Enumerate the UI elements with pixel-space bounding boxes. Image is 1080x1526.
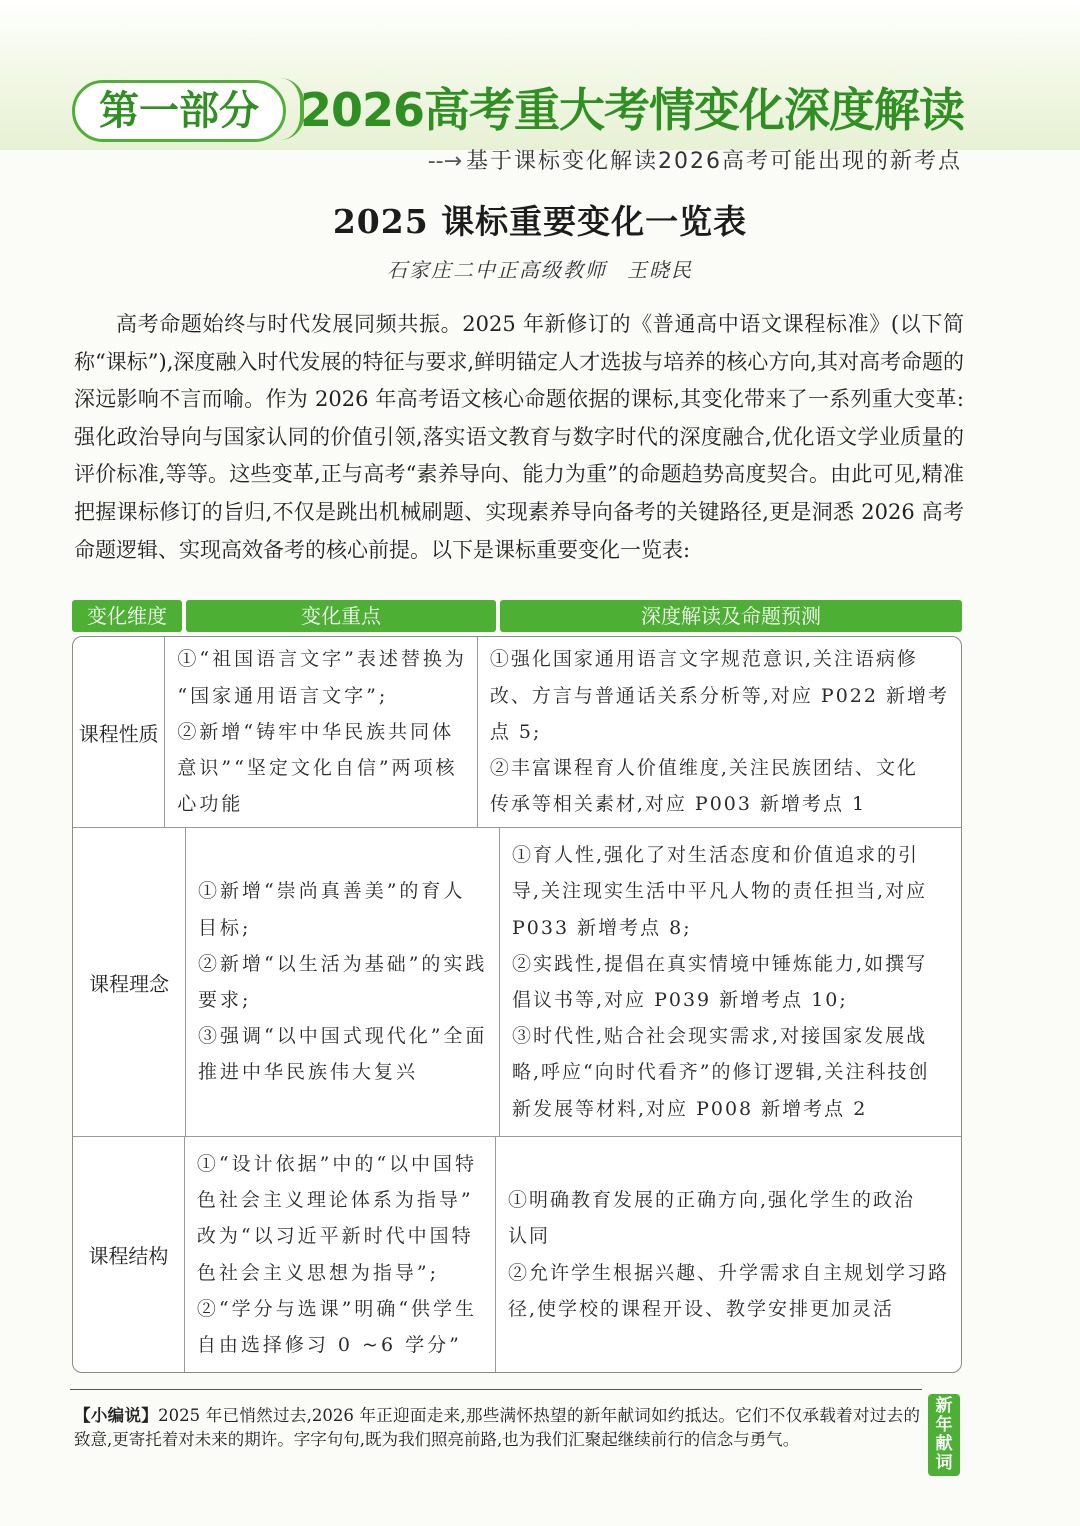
author-name: 王晓民 <box>627 258 693 282</box>
focus-line: 要求; <box>198 989 252 1011</box>
analysis-line: 导,关注现实生活中平凡人物的责任担当,对应 <box>512 880 928 903</box>
focus-line: ②新增“铸牢中华民族共同体 <box>177 720 455 743</box>
side-tab-char: 献 <box>935 1434 953 1454</box>
cell-dimension: 课程性质 <box>73 637 165 827</box>
focus-line: ②新增“以生活为基础”的实践 <box>198 952 488 975</box>
article-title: 2025 课标重要变化一览表 <box>332 202 748 241</box>
analysis-line: ②实践性,提倡在真实情境中锤炼能力,如撰写 <box>512 952 928 975</box>
cell-dimension: 课程理念 <box>73 828 186 1136</box>
author-line <box>0 254 1080 283</box>
focus-line: “国家通用语言文字”; <box>177 684 389 707</box>
analysis-line: ③时代性,贴合社会现实需求,对接国家发展战 <box>512 1025 928 1048</box>
subtitle-text: 基于课标变化解读2026高考可能出现的新考点 <box>466 149 962 174</box>
cell-analysis <box>500 828 961 1136</box>
analysis-line: 点 5; <box>489 720 542 743</box>
focus-line: ②“学分与选课”明确“供学生 <box>196 1297 478 1320</box>
analysis-line: 新发展等材料,对应 P008 新增考点 2 <box>512 1097 868 1120</box>
table-header <box>72 600 962 632</box>
table-row <box>73 827 961 1136</box>
main-title: 2026高考重大考情变化深度解读 <box>300 83 965 137</box>
side-tab-char: 新 <box>935 1396 953 1416</box>
footer-divider <box>70 1389 922 1390</box>
intro-paragraph: 高考命题始终与时代发展同频共振。2025 年新修订的《普通高中语文课程标准》(以下简称“课标”),深度融入时代发展的特征与要求,鲜明锚定人才选拔与培养的核心方向,其对高考命题的深远影响不言而喻。作为 2026 年高考语文核心命题依据的课标,其变化带来了一系列重大变革:强化政治导向与国家认同的价值引领,落实语文教育与数字时代的深度融合,优化语文学业质量的评价标准,等等。这些变革,正与高考“素养导向、能力为重”的命题趋势高度契合。由此可见,精准把握课标修订的旨归,不仅是跳出机械刷题、实现素养导向备考的关键路径,更是洞悉 2026 高考命题逻辑、实现高效备考的核心前提。以下是课标重要变化一览表: <box>74 312 964 562</box>
side-tab-new-year <box>928 1394 960 1476</box>
cell-dimension: 课程结构 <box>73 1137 185 1372</box>
header-focus: 变化重点 <box>186 600 496 632</box>
editor-note <box>74 1404 920 1452</box>
analysis-line: 改、方言与普通话关系分析等,对应 P022 新增考 <box>489 684 949 707</box>
header-analysis: 深度解读及命题预测 <box>500 600 962 632</box>
section-label: 第一部分 <box>72 80 286 142</box>
focus-line: ①“祖国语言文字”表述替换为 <box>177 648 467 671</box>
focus-line: 色社会主义思想为指导”; <box>196 1261 440 1284</box>
focus-line: ①新增“崇尚真善美”的育人 <box>198 880 466 903</box>
editor-note-text: 2025 年已悄然过去,2026 年正迎面走来,那些满怀热望的新年献词如约抵达。它们不仅承载着对过去的致意,更寄托着对未来的期许。字字句句,既为我们照亮前路,也为我们汇聚起继续前行的信念与勇气。 <box>74 1406 920 1449</box>
changes-table <box>72 600 962 1373</box>
analysis-line: 认同 <box>507 1225 550 1248</box>
section-header <box>72 80 965 144</box>
cell-focus <box>185 1137 496 1372</box>
header-dimension: 变化维度 <box>72 600 182 632</box>
cell-focus <box>186 828 500 1136</box>
analysis-line: ①强化国家通用语言文字规范意识,关注语病修 <box>489 648 918 671</box>
focus-line: 改为“以习近平新时代中国特 <box>196 1225 474 1248</box>
analysis-line: 传承等相关素材,对应 P003 新增考点 1 <box>489 793 867 816</box>
focus-line: 心功能 <box>177 793 244 816</box>
cell-analysis <box>478 637 961 827</box>
analysis-line: 略,呼应“向时代看齐”的修订逻辑,关注科技创 <box>512 1061 930 1084</box>
analysis-line: ②丰富课程育人价值维度,关注民族团结、文化 <box>489 757 918 780</box>
table-row <box>73 1136 961 1372</box>
table-body <box>72 636 962 1373</box>
focus-line: ①“设计依据”中的“以中国特 <box>196 1152 478 1175</box>
arrow-icon: --→ <box>427 149 462 174</box>
table-row <box>73 637 961 827</box>
focus-line: ③强调“以中国式现代化”全面 <box>198 1025 488 1048</box>
focus-line: 色社会主义理论体系为指导” <box>196 1189 474 1212</box>
editor-note-tag: 【小编说】 <box>74 1406 159 1425</box>
analysis-line: 径,使学校的课程开设、教学安排更加灵活 <box>507 1297 895 1320</box>
focus-line: 自由选择修习 0 ~6 学分” <box>196 1333 462 1356</box>
side-tab-char: 年 <box>935 1415 953 1435</box>
side-tab-char: 词 <box>935 1453 953 1473</box>
cell-focus <box>165 637 477 827</box>
cell-analysis <box>496 1137 961 1372</box>
analysis-line: ①育人性,强化了对生活态度和价值追求的引 <box>512 844 920 867</box>
analysis-line: P033 新增考点 8; <box>512 916 692 939</box>
analysis-line: ①明确教育发展的正确方向,强化学生的政治 <box>507 1189 916 1212</box>
focus-line: 目标; <box>198 916 252 939</box>
author-affiliation: 石家庄二中正高级教师 <box>387 258 607 282</box>
subtitle <box>428 144 962 175</box>
focus-line: 意识”“坚定文化自信”两项核 <box>177 757 458 780</box>
focus-line: 推进中华民族伟大复兴 <box>198 1061 419 1084</box>
analysis-line: ②允许学生根据兴趣、升学需求自主规划学习路 <box>507 1261 949 1284</box>
analysis-line: 倡议书等,对应 P039 新增考点 10; <box>512 989 848 1011</box>
